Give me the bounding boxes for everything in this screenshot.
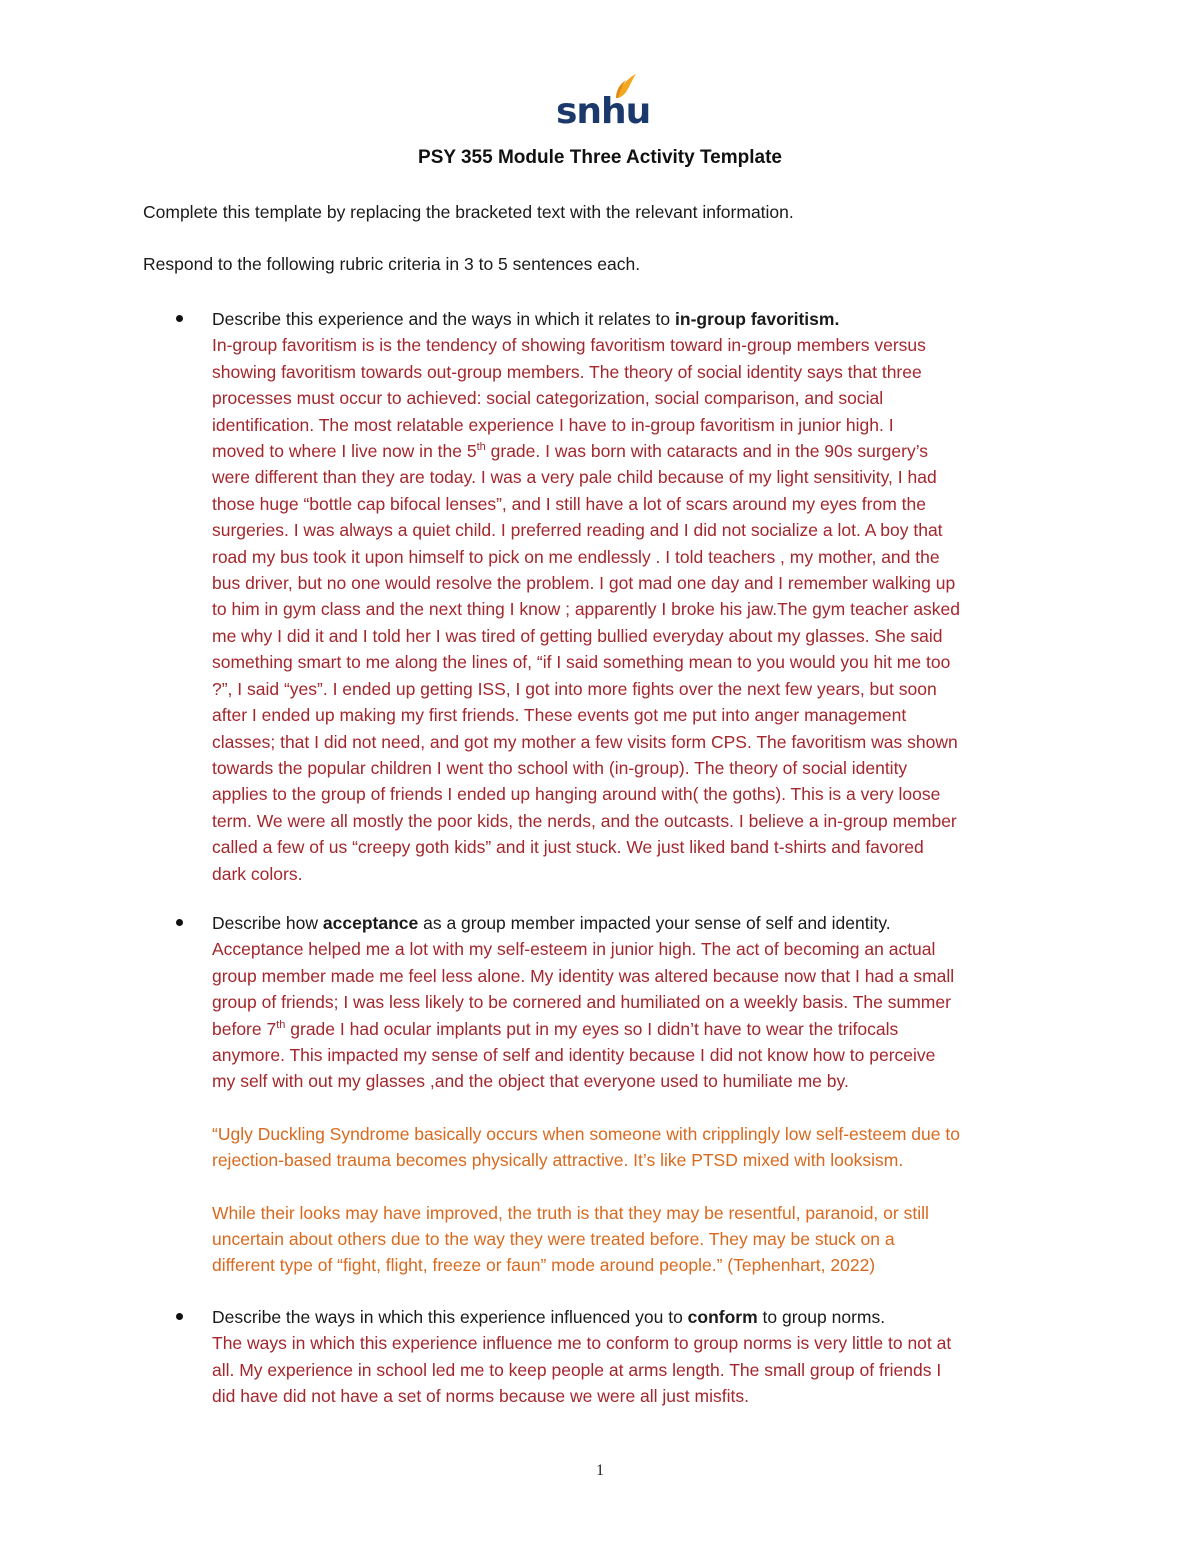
- prompt-keyword: in-group favoritism: [675, 309, 835, 329]
- prompt-text: Describe how: [212, 913, 323, 933]
- answer-line: towards the popular children I went tho school with (in-group). The theory of social identity: [212, 757, 908, 778]
- prompt-text: Describe this experience and the ways in which it relates to: [212, 309, 676, 329]
- page-title: PSY 355 Module Three Activity Template: [418, 147, 782, 168]
- answer-line: road my bus took it upon himself to pick on me endlessly . I told teachers , my mother, and the: [212, 546, 940, 567]
- answer-line: applies to the group of friends I ended up hanging around with( the goths). This is a very loose: [212, 784, 941, 805]
- answer-line: those huge “bottle cap bifocal lenses”, and I still have a lot of scars around my eyes from the: [212, 493, 926, 514]
- rubric-prompt: [212, 306, 1072, 332]
- page-number: 1: [596, 1462, 604, 1479]
- bullet-icon: [176, 315, 183, 322]
- answer-line: classes; that I did not need, and got my mother a few visits form CPS. The favoritism was shown: [212, 731, 958, 752]
- answer-line: all. My experience in school led me to keep people at arms length. The small group of friends I: [212, 1359, 942, 1380]
- answer-line: term. We were all mostly the poor kids, the nerds, and the outcasts. I believe a in-group member: [212, 810, 957, 831]
- answer-text: grade I had ocular implants put in my eyes so I didn’t have to wear the trifocals: [285, 1018, 899, 1039]
- answer-line: group of friends; I was less likely to be cornered and humiliated on a weekly basis. The summer: [212, 992, 951, 1013]
- answer-line: something smart to me along the lines of, “if I said something mean to you would you hit me too: [212, 652, 951, 673]
- prompt-text: as a group member impacted your sense of self and identity.: [418, 913, 891, 933]
- answer-line: anymore. This impacted my sense of self and identity because I did not know how to perceive: [212, 1045, 936, 1066]
- rubric-item-body: [212, 306, 1072, 887]
- logo-text: snhu: [556, 91, 651, 132]
- prompt-keyword: conform: [687, 1307, 758, 1327]
- rubric-item-body: [212, 910, 1072, 1279]
- answer-line: to him in gym class and the next thing I know ; apparently I broke his jaw.The gym teacher asked: [212, 599, 961, 620]
- instruction-line-1: Complete this template by replacing the bracketed text with the relevant information.: [143, 202, 794, 222]
- answer-line: surgeries. I was always a quiet child. I preferred reading and I did not socialize a lot. A boy that: [212, 520, 943, 541]
- answer-text: moved to where I live now in the 5: [212, 441, 477, 462]
- prompt-keyword: acceptance: [322, 913, 419, 933]
- answer-line: dark colors.: [212, 863, 303, 884]
- rubric-prompt: [212, 910, 1072, 936]
- answer-line: In-group favoritism is is the tendency of showing favoritism toward in-group members versus: [212, 335, 926, 356]
- rubric-item-body: [212, 1304, 1072, 1410]
- answer-line: processes must occur to achieved: social categorization, social comparison, and social: [212, 388, 884, 409]
- superscript: th: [276, 1018, 286, 1031]
- snhu-logo: [556, 72, 651, 132]
- instruction-line-2: Respond to the following rubric criteria in 3 to 5 sentences each.: [143, 254, 641, 274]
- quote-line: uncertain about others due to the way they were treated before. They may be stuck on a: [212, 1229, 895, 1250]
- prompt-text: Describe the ways in which this experience influenced you to: [212, 1307, 688, 1327]
- answer-line: my self with out my glasses ,and the object that everyone used to humiliate me by.: [212, 1071, 849, 1092]
- prompt-text: to group norms.: [757, 1307, 886, 1327]
- answer-line: were different than they are today. I was a very pale child because of my light sensitivity, I had: [212, 467, 937, 488]
- prompt-end: .: [834, 309, 840, 329]
- answer-text: before 7: [212, 1018, 277, 1039]
- answer-line: The ways in which this experience influence me to conform to group norms is very little to not at: [212, 1333, 952, 1354]
- answer-line: [212, 438, 1072, 464]
- answer-line: identification. The most relatable experience I have to in-group favoritism in junior high. I: [212, 414, 894, 435]
- answer-line: [212, 1016, 1072, 1042]
- answer-line: showing favoritism towards out-group members. The theory of social identity says that three: [212, 361, 922, 382]
- quote-line: different type of “fight, flight, freeze or faun” mode around people.” (Tephenhart, 2022): [212, 1255, 876, 1276]
- answer-line: after I ended up making my first friends. These events got me put into anger management: [212, 705, 907, 726]
- answer-line: me why I did it and I told her I was tired of getting bullied everyday about my glasses. She said: [212, 625, 943, 646]
- quote-line: “Ugly Duckling Syndrome basically occurs when someone with cripplingly low self-esteem due to: [212, 1123, 960, 1144]
- bullet-icon: [176, 1313, 183, 1320]
- answer-line: bus driver, but no one would resolve the problem. I got mad one day and I remember walking up: [212, 573, 956, 594]
- answer-line: ?”, I said “yes”. I ended up getting ISS, I got into more fights over the next few years, but soon: [212, 678, 937, 699]
- answer-line: group member made me feel less alone. My identity was altered because now that I had a small: [212, 965, 955, 986]
- quote-line: rejection-based trauma becomes physically attractive. It’s like PTSD mixed with looksism.: [212, 1150, 904, 1171]
- answer-text: grade. I was born with cataracts and in the 90s surgery’s: [485, 441, 929, 462]
- answer-line: Acceptance helped me a lot with my self-esteem in junior high. The act of becoming an actual: [212, 939, 936, 960]
- answer-line: called a few of us “creepy goth kids” and it just stuck. We just liked band t-shirts and favored: [212, 837, 924, 858]
- answer-line: did have did not have a set of norms because we were all just misfits.: [212, 1386, 749, 1407]
- rubric-prompt: [212, 1304, 1072, 1330]
- superscript: th: [476, 441, 486, 454]
- quote-line: While their looks may have improved, the truth is that they may be resentful, paranoid, or still: [212, 1202, 929, 1223]
- bullet-icon: [176, 919, 183, 926]
